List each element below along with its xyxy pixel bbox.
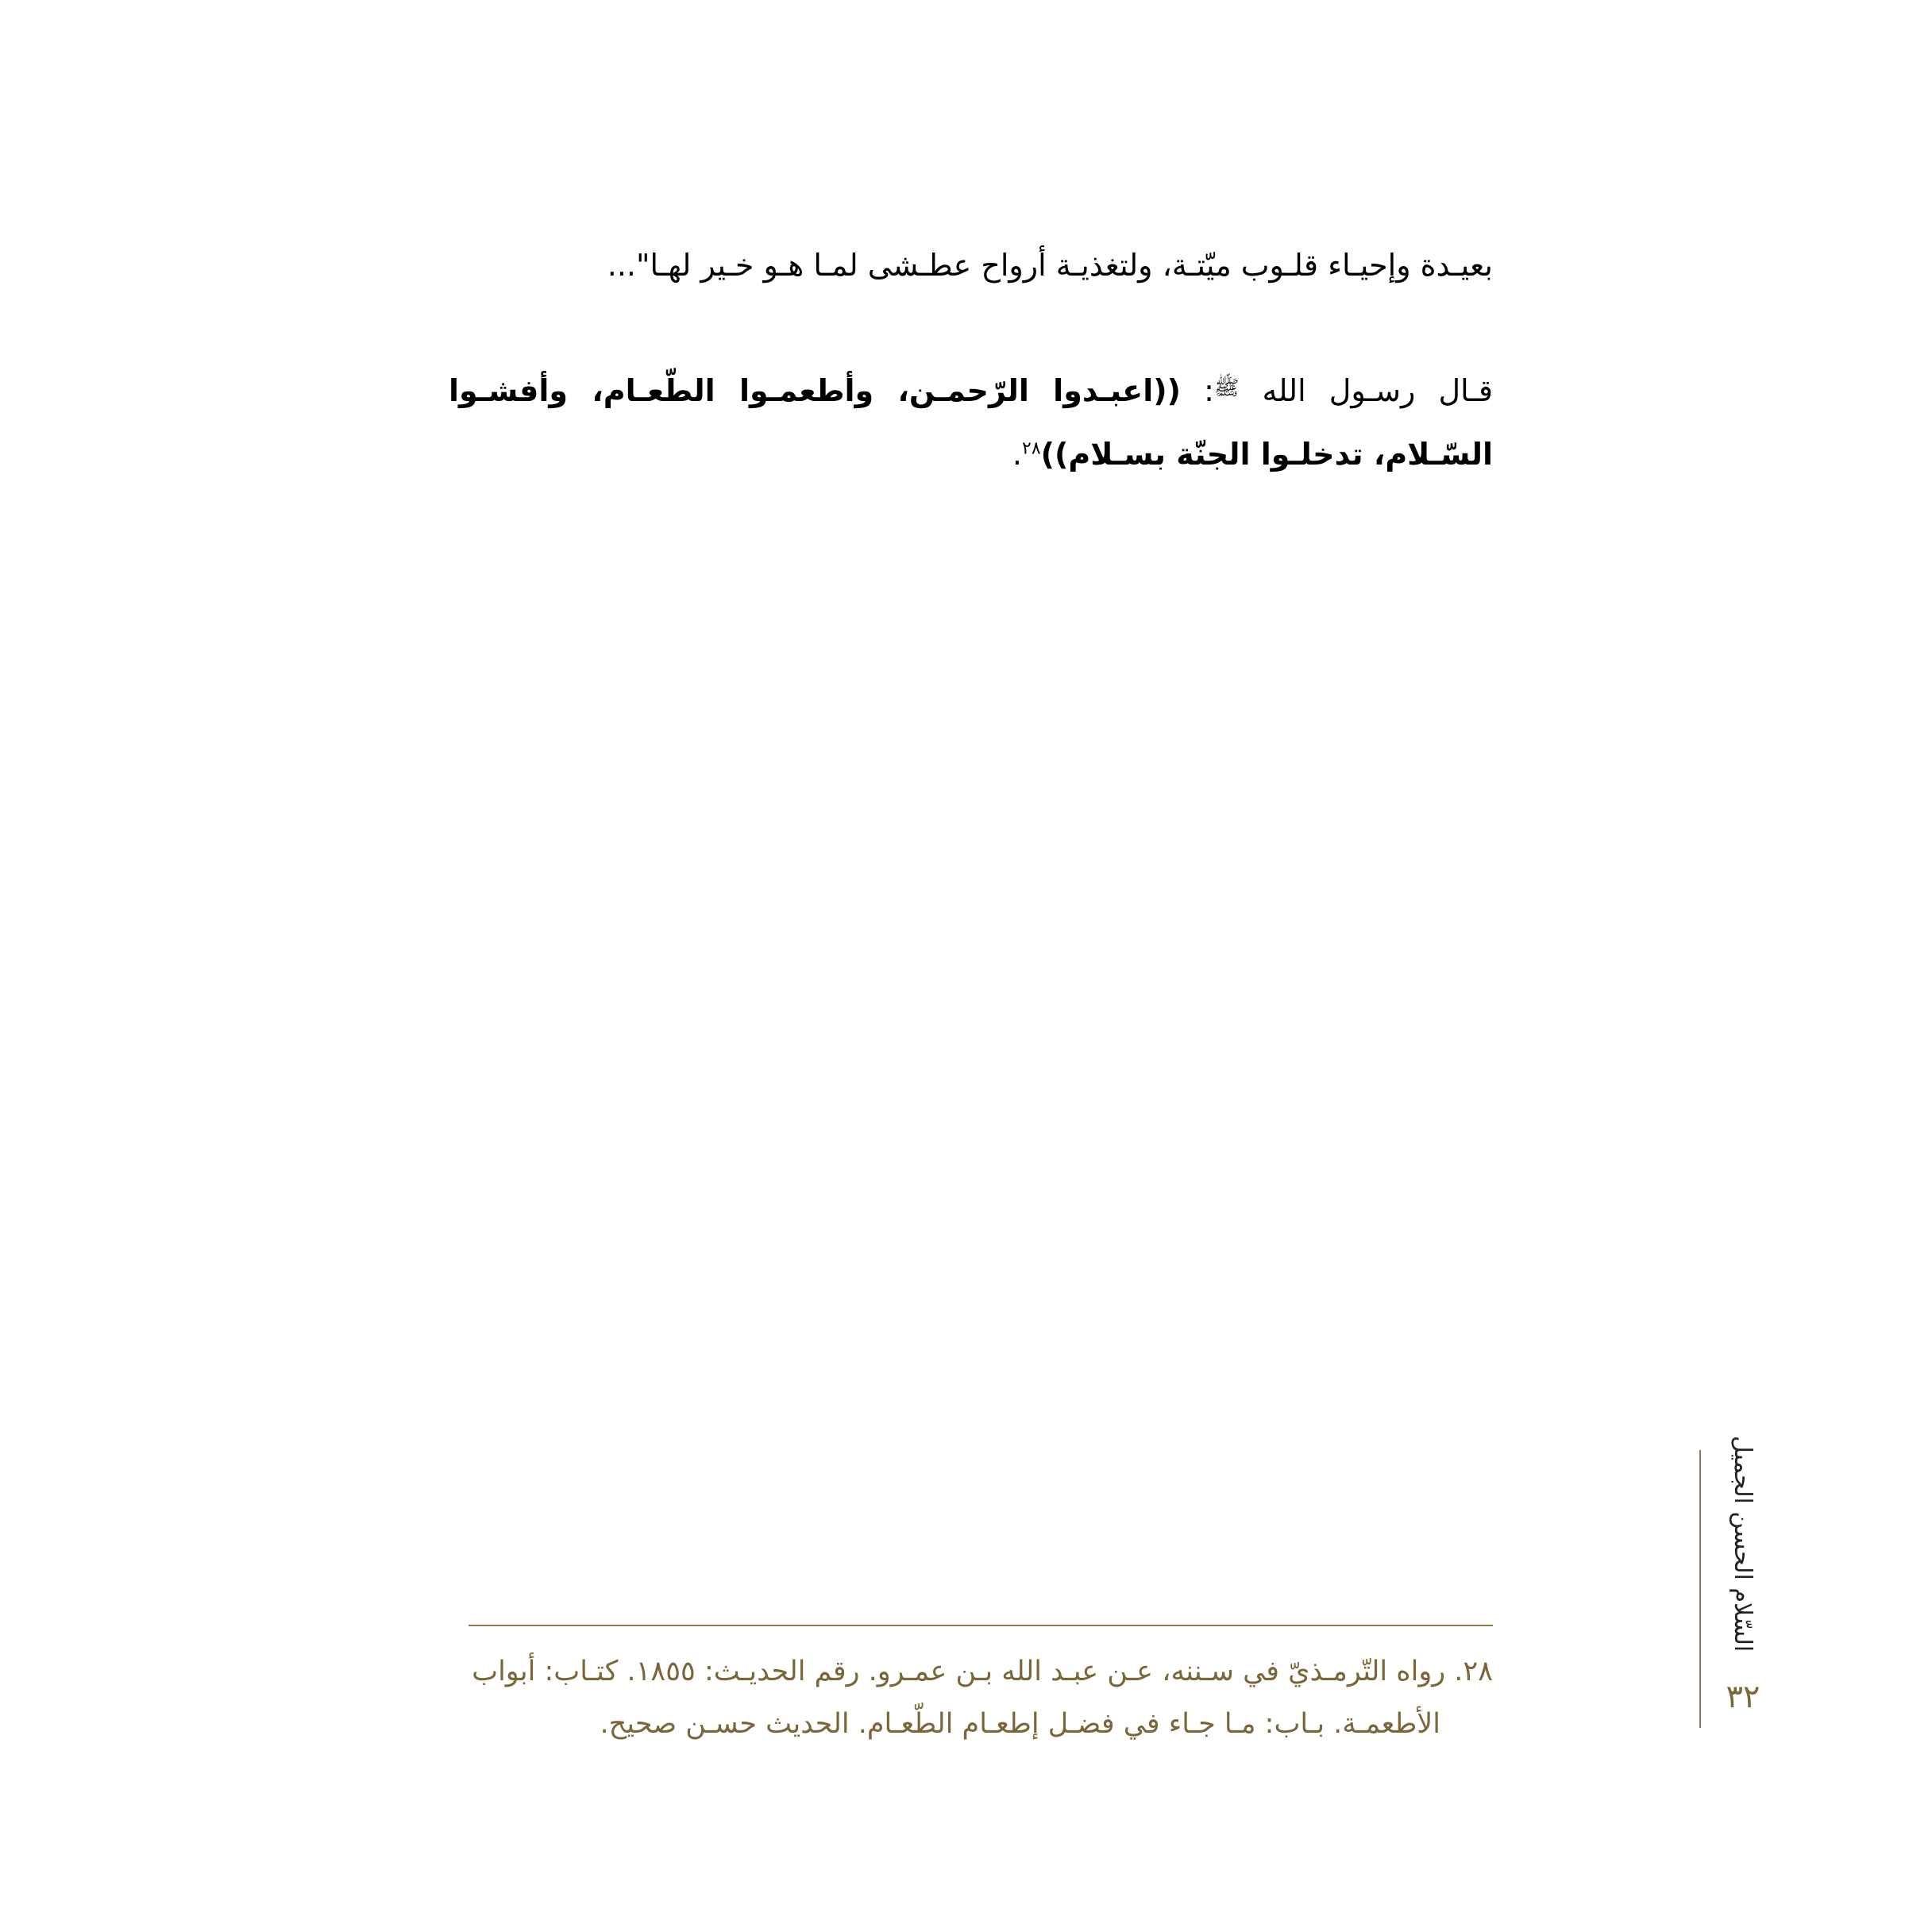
- salutation-glyph: ﷺ: [1213, 376, 1240, 400]
- hadith-end: .: [1012, 437, 1023, 472]
- footnote: [449, 1645, 1493, 1750]
- hadith-lead: قـال رسـول الله: [1239, 373, 1493, 408]
- footnote-divider: [469, 1625, 1493, 1626]
- margin-rule: [1699, 1450, 1701, 1728]
- paragraph-text: بعيـدة وإحيـاء قلـوب ميّتـة، ولتغذيـة أرواح عطـشى لمـا هـو خـير لهـا"...: [607, 248, 1493, 283]
- footnote-line-1: ٢٨. رواه التّرمـذيّ في سـننه، عـن عبـد الله بـن عمـرو. رقم الحديـث: ١٨٥٥. كتـاب: أبواب: [472, 1656, 1493, 1687]
- body-paragraph: [449, 232, 1493, 299]
- running-header: السّلام الحسن الجميل: [1729, 1435, 1757, 1652]
- hadith-quote: ((اعبـدوا الرّحمـن، وأطعمـوا الطّعـام، وأفشـوا السّـلام، تدخلـوا الجنّة بسـلام)): [449, 373, 1493, 472]
- footnote-reference[interactable]: ٢٨: [1022, 438, 1041, 459]
- page-number: ٣٢: [1726, 1679, 1760, 1715]
- footnote-line-2: الأطعمـة. بـاب: مـا جـاء في فضـل إطعـام الطّعـام. الحديث حسـن صحيح.: [600, 1708, 1440, 1740]
- hadith-paragraph: [449, 359, 1493, 486]
- hadith-colon: :: [1181, 373, 1214, 408]
